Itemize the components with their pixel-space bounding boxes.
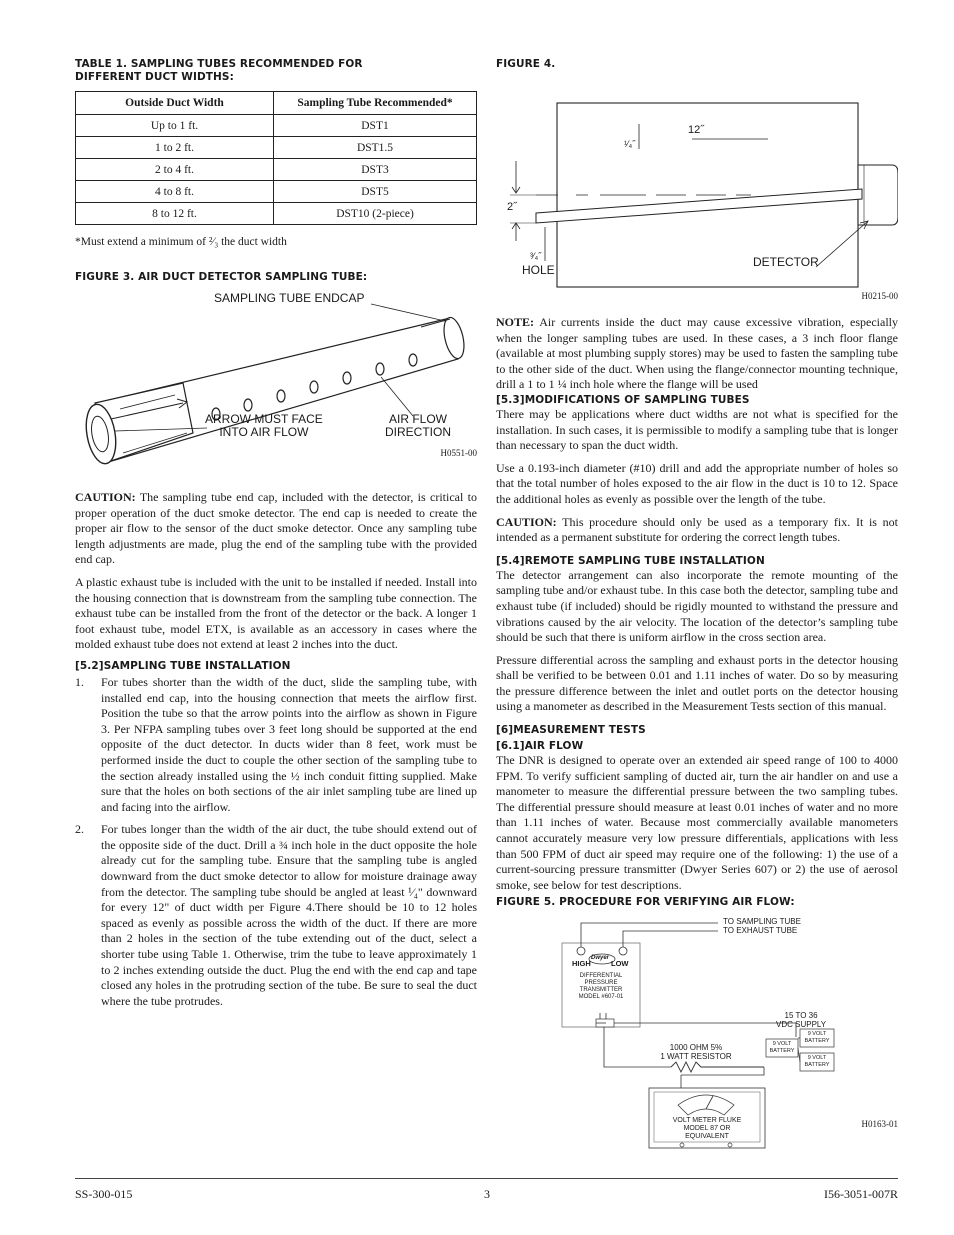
transmitter-line3: TRANSMITTER — [579, 987, 623, 994]
label-vdc-supply — [776, 1011, 826, 1029]
table-row — [76, 181, 477, 203]
figure3-code: H0551-00 — [440, 448, 477, 458]
meter-line3: EQUIVALENT — [685, 1133, 729, 1141]
section-5-4-heading: [5.4]REMOTE SAMPLING TUBE INSTALLATION — [496, 554, 765, 567]
figure3-title: FIGURE 3. AIR DUCT DETECTOR SAMPLING TUBE: — [75, 271, 368, 283]
resistor-line1: 1000 OHM 5% — [669, 1043, 723, 1053]
figure3-diagram — [75, 291, 477, 476]
table-row — [76, 115, 477, 137]
left-column — [75, 58, 477, 1009]
caution-label: CAUTION: — [75, 490, 136, 504]
footer-right: I56-3051-007R — [824, 1187, 898, 1201]
table-cell: 1 to 2 ft. — [76, 137, 274, 159]
table-cell: DST1.5 — [274, 137, 477, 159]
airflow-paragraph: The DNR is designed to operate over an extended air speed range of 100 to 4000 FPM. To verify sufficient sampling of ducted air, turn the air handler on and use a manometer to measure the differential pressure between the two sampling tubes. The differential pressure should measure at least 0.01 inches of water and no more than 1.11 inches of water. Because most commercially available manometers cannot accurately measure very low pressure differentials, applications with less than 500 FPM of duct air speed may require one of the following: 1) the use of a current-sourcing pressure transmitter (Dwyer Series 607) or 2) the use of aerosol smoke, see below for test descriptions. — [496, 753, 898, 892]
note-paragraph — [496, 315, 898, 393]
label-arrow-line1: ARROW MUST FACE — [205, 412, 323, 426]
label-low: LOW — [611, 959, 629, 969]
battery-b-line1: 9 VOLT — [807, 1031, 827, 1038]
caution2-paragraph — [496, 515, 898, 546]
meter-line1: VOLT METER FLUKE — [672, 1117, 742, 1125]
page-footer — [75, 1178, 898, 1201]
resistor-line2: 1 WATT RESISTOR — [660, 1052, 732, 1062]
table-cell: Up to 1 ft. — [76, 115, 274, 137]
installation-steps — [75, 675, 477, 1009]
table-cell: 4 to 8 ft. — [76, 181, 274, 203]
label-resistor — [646, 1043, 746, 1061]
label-flow-line1: AIR FLOW — [388, 412, 447, 426]
supply-line1: 15 TO 36 — [784, 1011, 818, 1021]
right-column — [496, 58, 898, 1149]
label-volt-meter — [654, 1117, 760, 1141]
battery-a-line1: 9 VOLT — [772, 1041, 792, 1048]
table1-footnote: *Must extend a minimum of ²⁄₃ the duct width — [75, 236, 287, 248]
list-item — [75, 822, 477, 1009]
table-cell: 8 to 12 ft. — [76, 203, 274, 225]
figure4-title: FIGURE 4. — [496, 58, 556, 70]
table-cell: DST5 — [274, 181, 477, 203]
battery-c-line2: BATTERY — [804, 1062, 830, 1069]
note-label: NOTE: — [496, 315, 535, 329]
meter-line2: MODEL 87 OR — [683, 1125, 731, 1133]
battery-c-line1: 9 VOLT — [807, 1055, 827, 1062]
battery-a — [766, 1041, 798, 1055]
figure5-title: FIGURE 5. PROCEDURE FOR VERIFYING AIR FLOW: — [496, 896, 795, 909]
label-three-quarter-inch: ³⁄₄˝ — [530, 251, 542, 261]
label-to-exhaust-tube: TO EXHAUST TUBE — [723, 926, 798, 936]
figure4-diagram — [496, 91, 898, 301]
table-cell: 2 to 4 ft. — [76, 159, 274, 181]
label-arrow-line2: INTO AIR FLOW — [219, 425, 309, 439]
table-cell: DST1 — [274, 115, 477, 137]
list-item — [75, 675, 477, 815]
transmitter-line1: DIFFERENTIAL — [579, 973, 623, 980]
table1-title: TABLE 1. SAMPLING TUBES RECOMMENDED FOR DIFFERENT DUCT WIDTHS: — [75, 58, 363, 83]
duct-angle-drawing — [496, 91, 898, 301]
table-row — [76, 203, 477, 225]
figure5-diagram — [496, 913, 898, 1149]
label-hole: HOLE — [522, 263, 555, 277]
label-2-inch: 2˝ — [507, 201, 517, 213]
figure5-code: H0163-01 — [861, 1119, 898, 1130]
label-sampling-tube-endcap: SAMPLING TUBE ENDCAP — [214, 291, 365, 305]
caution2-text: This procedure should only be used as a temporary fix. It is not intended as a permanent substitute for ordering the correct length tubes. — [496, 514, 898, 545]
battery-c — [800, 1055, 834, 1069]
battery-b-line2: BATTERY — [804, 1038, 830, 1045]
section-6-1-heading: [6.1]AIR FLOW — [496, 740, 584, 753]
step-text: For tubes longer than the width of the air duct, the tube should extend out of the opposite side of the duct. Drill a ¾ inch hole in the duct opposite the hole already cut for the sampling tube. Ensure that the sampling tube is angled downward from the duct smoke detector to allow for moisture drainage away from the detector. The sampling tube should be angled at least ¹⁄₄" downward for every 12" of duct width per Figure 4.There should be 10 to 12 holes spaced as evenly as possible across the width of the duct. If there are more than 2 holes in the section of the tube extending out of the duct, select a shorter tube using Table 1. Otherwise, trim the tube to leave approximately 1 to 2 inches extending outside the duct. Plug the end with the end cap and tape closed any holes in the protruding section of the tube. Be sure to seal the duct where the tube protrudes. — [101, 822, 477, 1008]
label-high: HIGH — [572, 959, 591, 969]
supply-line2: VDC SUPPLY — [776, 1020, 827, 1030]
note-text: Air currents inside the duct may cause excessive vibration, especially when the longer sampling tubes are used. In these cases, a 3 inch floor flange (available at most plumbing supply stores) may be used to fasten the sampling tube to the other side of the duct. When using the flange/connector mounting technique, drill a 1 to 1 ¼ inch hole where the flange will be used — [496, 315, 898, 392]
label-quarter-inch: ¹⁄₄˝ — [624, 139, 636, 149]
caution-paragraph — [75, 490, 477, 568]
footer-left: SS-300-015 — [75, 1187, 133, 1201]
label-12-inch: 12˝ — [688, 124, 704, 136]
remote-paragraph-2: Pressure differential across the sampling and exhaust ports in the detector housing shall be verified to be between 0.01 and 1.11 inches of water. Do so by measuring the pressure difference between the inlet and outlet ports on the detector housing using a manometer as described in the Measurement Tests section of this manual. — [496, 652, 898, 714]
label-air-flow-direction — [385, 413, 451, 439]
label-detector: DETECTOR — [753, 255, 819, 269]
table-header-row — [76, 92, 477, 115]
modifications-paragraph-1: There may be applications where duct widths are not what is specified for the installation. In such cases, it is permissible to modify a sampling tube that is longer than necessary to span the duct width. — [496, 406, 898, 453]
label-to-sampling-tube: TO SAMPLING TUBE — [723, 917, 801, 927]
table-cell: DST3 — [274, 159, 477, 181]
transmitter-line2: PRESSURE — [584, 980, 618, 987]
table-row — [76, 159, 477, 181]
label-arrow-must-face — [205, 413, 323, 439]
caution-text: The sampling tube end cap, included with the detector, is critical to proper operation of the duct smoke detector. The end cap is needed to create the proper air flow to the sensor of the duct smoke detector. Once any sampling tube length adjustments are made, plug the end of the sampling tube with the provided end cap. — [75, 490, 477, 567]
battery-a-line2: BATTERY — [769, 1048, 795, 1055]
airflow-verification-circuit — [496, 913, 898, 1149]
section-5-3-heading: [5.3]MODIFICATIONS OF SAMPLING TUBES — [496, 393, 750, 406]
table-header-duct-width: Outside Duct Width — [76, 92, 274, 115]
page-number: 3 — [484, 1187, 490, 1201]
sampling-tube-drawing — [75, 291, 477, 476]
table-row — [76, 137, 477, 159]
label-transmitter — [562, 973, 640, 1001]
dwyer-logo: Dwyer — [591, 955, 610, 962]
figure4-code: H0215-00 — [861, 291, 898, 301]
section-5-2-heading: [5.2]SAMPLING TUBE INSTALLATION — [75, 659, 291, 672]
sampling-tube-table — [75, 91, 477, 225]
table-header-tube: Sampling Tube Recommended* — [274, 92, 477, 115]
exhaust-paragraph: A plastic exhaust tube is included with the unit to be installed if needed. Install into the housing connection that is downstream from the sampling tube connection. The exhaust tube can be installed from the front of the detector or the back. A longer 1 foot exhaust tube, model ETX, is available as an accessory in cases where the molded exhaust tube does not extend at least 2 inches into the duct. — [75, 574, 477, 652]
table-cell: DST10 (2-piece) — [274, 203, 477, 225]
transmitter-line4: MODEL #607-01 — [578, 994, 624, 1001]
remote-paragraph-1: The detector arrangement can also incorporate the remote mounting of the sampling tube and/or exhaust tube. In this case both the detector, sampling tube and exhaust tube (if included) should be rigidly mounted to withstand the pressure and vibrations caused by the air velocity. The location of the detector’s sampling tube should be such that there is uniform airflow in the cross section area. — [496, 567, 898, 645]
section-6-heading: [6]MEASUREMENT TESTS — [496, 724, 646, 737]
step-number: 2. — [75, 822, 84, 837]
step-number: 1. — [75, 674, 84, 689]
battery-b — [800, 1031, 834, 1045]
modifications-paragraph-2: Use a 0.193-inch diameter (#10) drill and add the appropriate number of holes so that the total number of holes exposed to the air flow in the duct is 10 to 12. Space the additional holes as evenly as possible over the length of the tube. — [496, 460, 898, 506]
step-text: For tubes shorter than the width of the duct, slide the sampling tube, with installed end cap, into the housing connection that meets the airflow first. Position the tube so that the arrow points into the airflow as shown in Figure 3. Per NFPA sampling tubes over 3 feet long should be supported at the end opposite of the duct detector. In ducts wider than 8 feet, work must be performed inside the duct to couple the other section of the sampling tube to the section already installed using the ½ inch conduit fitting supplied. Make sure that the holes on both sections of the air inlet sampling tube are lined up and facing into the airflow. — [101, 674, 477, 814]
caution2-label: CAUTION: — [496, 514, 557, 529]
label-flow-line2: DIRECTION — [385, 425, 451, 439]
